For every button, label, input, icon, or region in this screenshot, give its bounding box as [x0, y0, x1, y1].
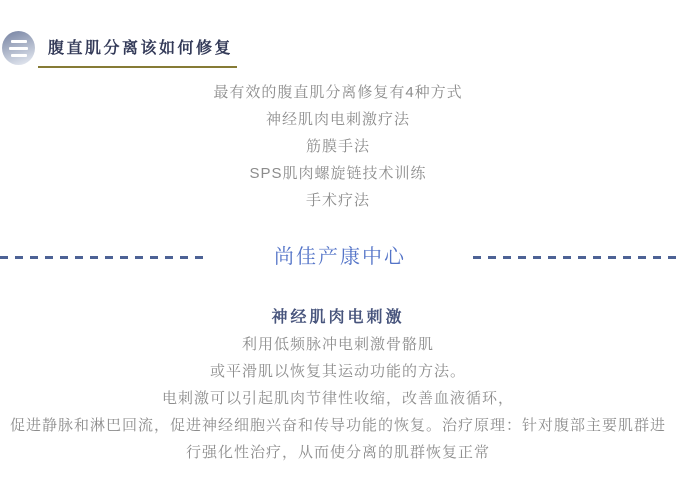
divider-dash-left [0, 256, 207, 259]
page-title: 腹直肌分离该如何修复 [48, 40, 234, 57]
intro-line: 神经肌肉电刺激疗法 [265, 111, 410, 128]
intro-line: 最有效的腹直肌分离修复有4种方式 [213, 84, 463, 101]
intro-line: 手术疗法 [305, 192, 370, 209]
detail-line: 促进静脉和淋巴回流，促进神经细胞兴奋和传导功能的恢复。治疗原理：针对腹部主要肌群进 [9, 417, 666, 434]
detail-section [0, 304, 676, 466]
title-underline [38, 40, 237, 68]
intro-line: SPS肌肉螺旋链技术训练 [249, 165, 427, 182]
detail-heading: 神经肌肉电刺激 [271, 309, 405, 326]
divider-dash-right [473, 256, 676, 259]
intro-line: 筋膜手法 [305, 138, 370, 155]
icon-bar [11, 54, 27, 57]
icon-bar [11, 40, 27, 43]
detail-line: 或平滑肌以恢复其运动功能的方法。 [209, 363, 466, 380]
icon-bar [9, 47, 28, 50]
brand-name: 尚佳产康中心 [274, 246, 406, 268]
intro-section [0, 79, 676, 214]
detail-line: 利用低频脉冲电刺激骨骼肌 [241, 336, 434, 353]
detail-line: 电刺激可以引起肌肉节律性收缩，改善血液循环， [161, 390, 514, 407]
three-bars-bullet-icon [2, 31, 35, 65]
brand-divider [0, 243, 676, 271]
detail-line: 行强化性治疗，从而使分离的肌群恢复正常 [185, 444, 490, 461]
